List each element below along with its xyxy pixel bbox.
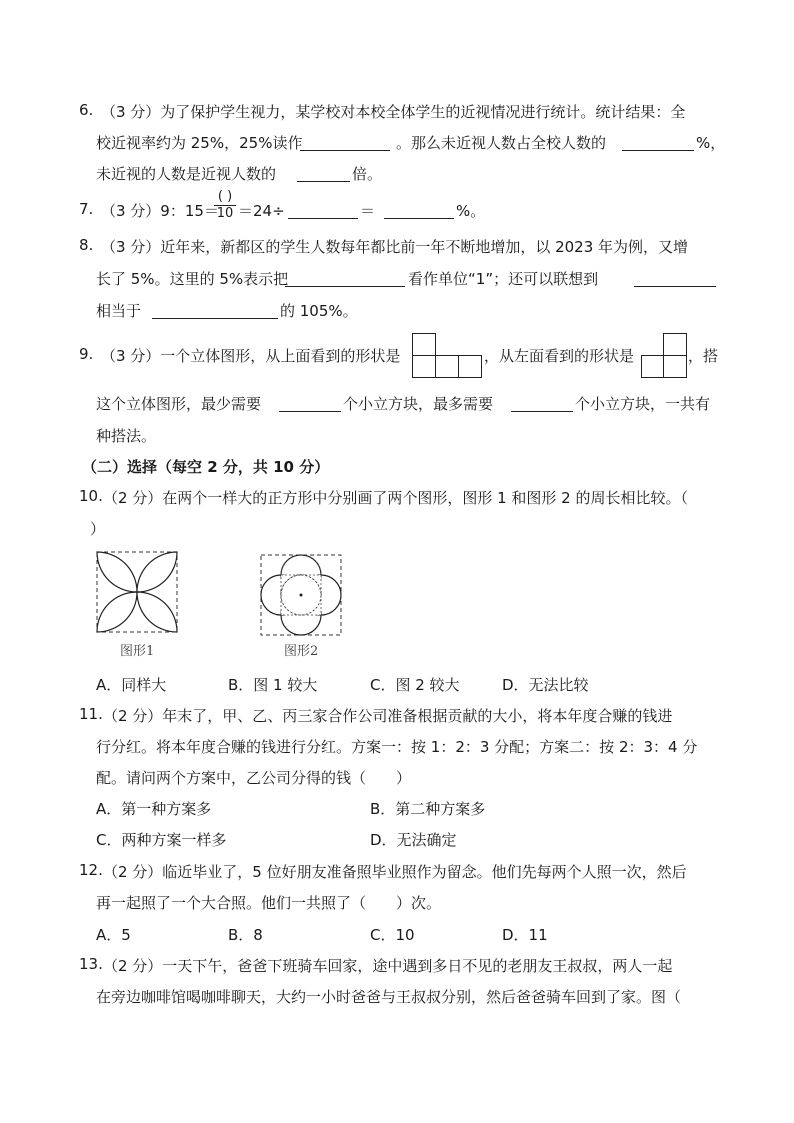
- answer-blank[interactable]: [288, 218, 358, 219]
- option-a[interactable]: A．第一种方案多: [96, 800, 212, 818]
- fraction-numerator: ( ): [217, 189, 233, 204]
- option-a[interactable]: A．5: [96, 926, 131, 944]
- question-text: （3 分）为了保护学生视力，某学校对本校全体学生的近视情况进行统计。统计结果：全: [101, 103, 686, 121]
- figure-1-caption: 图形1: [120, 644, 155, 659]
- answer-blank[interactable]: [634, 286, 716, 287]
- question-text: 长了 5%。这里的 5%表示把: [96, 270, 289, 288]
- question-text: （2 分）一天下午，爸爸下班骑车回家，途中遇到多日不见的老朋友王叔叔，两人一起: [103, 957, 673, 975]
- answer-blank[interactable]: [622, 150, 694, 151]
- question-text: ，搭: [688, 347, 719, 365]
- top-view-shape: [412, 333, 482, 378]
- question-text: 看作单位“1”；还可以联想到: [408, 270, 599, 288]
- figure-2: [260, 554, 342, 636]
- question-text: （2 分）年末了，甲、乙、丙三家合作公司准备根据贡献的大小，将本年度合赚的钱进: [103, 707, 673, 725]
- section-heading: （二）选择（每空 2 分，共 10 分）: [82, 458, 330, 476]
- question-text: （3 分）9：15＝: [101, 202, 219, 220]
- answer-blank[interactable]: [152, 318, 278, 319]
- question-number: 8.: [79, 236, 94, 254]
- question-text: 这个立体图形，最少需要: [96, 395, 262, 413]
- answer-blank[interactable]: [279, 411, 341, 412]
- question-text: ＝24÷: [238, 202, 285, 220]
- question-text: 未近视的人数是近视人数的: [96, 165, 277, 183]
- option-d[interactable]: D．11: [502, 926, 548, 944]
- question-number: 9.: [79, 345, 94, 363]
- question-text: 种搭法。: [96, 427, 157, 445]
- option-c[interactable]: C．图 2 较大: [370, 676, 460, 694]
- question-text: 行分红。将本年度合赚的钱进行分红。方案一：按 1：2：3 分配；方案二：按 2：3：4 分: [96, 738, 698, 756]
- question-text: ，从左面看到的形状是: [484, 347, 635, 365]
- question-text: ）: [90, 520, 106, 538]
- question-text: 。那么未近视人数占全校人数的: [396, 134, 607, 152]
- option-b[interactable]: B．8: [228, 926, 263, 944]
- question-text: %，: [696, 134, 726, 152]
- figure-1: [96, 551, 178, 633]
- question-number: 7.: [79, 200, 94, 218]
- option-d[interactable]: D．无法确定: [370, 831, 457, 849]
- question-text: 配。请问两个方案中，乙公司分得的钱（ ）: [96, 769, 412, 787]
- fraction: [214, 190, 236, 221]
- answer-blank[interactable]: [300, 150, 390, 151]
- question-text: 的 105%。: [280, 302, 358, 320]
- answer-blank[interactable]: [285, 286, 405, 287]
- fraction-denominator: 10: [216, 206, 234, 221]
- question-text: （3 分）近年来，新都区的学生人数每年都比前一年不断地增加，以 2023 年为例，又增: [101, 238, 689, 256]
- left-view-shape: [641, 333, 687, 378]
- option-b[interactable]: B．图 1 较大: [228, 676, 318, 694]
- question-number: 12.: [79, 861, 103, 879]
- question-text: （2 分）在两个一样大的正方形中分别画了两个图形，图形 1 和图形 2 的周长相比较。（: [103, 489, 688, 507]
- answer-blank[interactable]: [297, 181, 350, 182]
- question-number: 6.: [79, 101, 94, 119]
- question-text: 再一起照了一个大合照。他们一共照了（ ）次。: [96, 894, 442, 912]
- question-text: 个小立方块，最多需要: [343, 395, 494, 413]
- question-text: ＝: [360, 202, 376, 220]
- option-c[interactable]: C．两种方案一样多: [96, 831, 227, 849]
- question-text: 倍。: [352, 165, 383, 183]
- question-number: 11.: [79, 705, 103, 723]
- option-c[interactable]: C．10: [370, 926, 415, 944]
- figure-2-caption: 图形2: [284, 644, 319, 659]
- option-b[interactable]: B．第二种方案多: [370, 800, 486, 818]
- answer-blank[interactable]: [511, 411, 573, 412]
- question-text: （2 分）临近毕业了，5 位好朋友准备照毕业照作为留念。他们先每两个人照一次，然后: [103, 863, 687, 881]
- question-text: 个小立方块，一共有: [575, 395, 711, 413]
- option-d[interactable]: D．无法比较: [502, 676, 589, 694]
- question-text: 校近视率约为 25%，25%读作: [96, 134, 303, 152]
- question-number: 10.: [79, 487, 103, 505]
- question-text: （3 分）一个立体图形，从上面看到的形状是: [101, 347, 401, 365]
- option-a[interactable]: A．同样大: [96, 676, 167, 694]
- question-text: 在旁边咖啡馆喝咖啡聊天，大约一小时爸爸与王叔叔分别，然后爸爸骑车回到了家。图（: [96, 988, 682, 1006]
- question-text: 相当于: [96, 302, 142, 320]
- question-text: %。: [456, 202, 486, 220]
- question-number: 13.: [79, 955, 103, 973]
- answer-blank[interactable]: [384, 218, 454, 219]
